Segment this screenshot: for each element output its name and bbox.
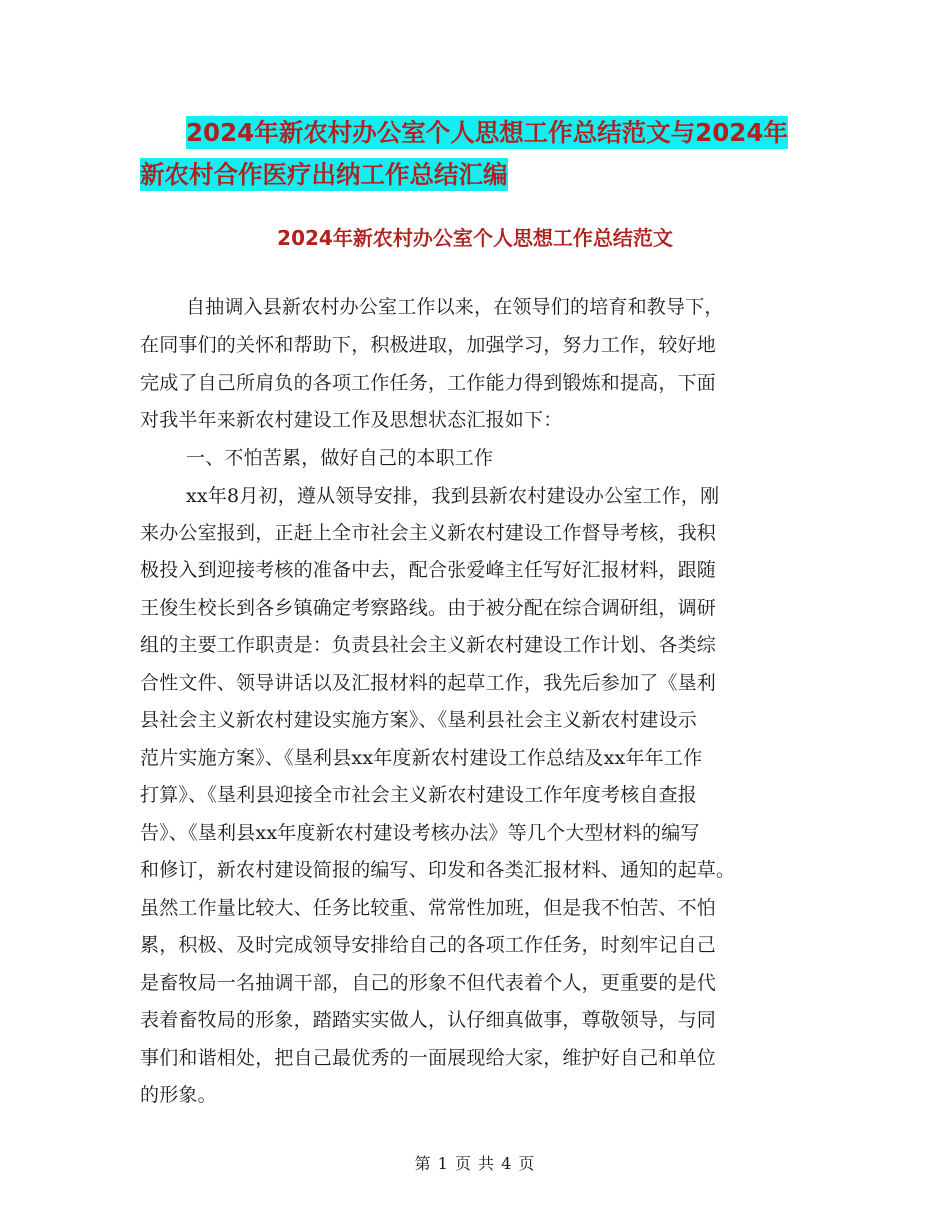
body-line: 王俊生校长到各乡镇确定考察路线。由于被分配在综合调研组，调研 xyxy=(140,597,717,619)
body-line: 对我半年来新农村建设工作及思想状态汇报如下： xyxy=(140,409,563,431)
body-line: 虽然工作量比较大、任务比较重、常常性加班，但是我不怕苦、不怕 xyxy=(140,897,717,919)
body-line: 范片实施方案》、《垦利县xx年度新农村建设工作总结及xx年年工作 xyxy=(140,747,703,769)
body-line: 完成了自己所肩负的各项工作任务，工作能力得到锻炼和提高，下面 xyxy=(140,372,717,394)
body-line: 和修订，新农村建设简报的编写、印发和各类汇报材料、通知的起草。 xyxy=(140,859,736,881)
body-line: 自抽调入县新农村办公室工作以来，在领导们的培育和教导下， xyxy=(186,296,724,318)
body-line: 打算》、《垦利县迎接全市社会主义新农村建设工作年度考核自查报 xyxy=(140,784,698,806)
document-title-line-1-text: 2024年新农村办公室个人思想工作总结范文与2024年 xyxy=(186,118,788,147)
body-line: 极投入到迎接考核的准备中去，配合张爱峰主任写好汇报材料，跟随 xyxy=(140,559,717,581)
body-line: 合性文件、领导讲话以及汇报材料的起草工作，我先后参加了《垦利 xyxy=(140,672,717,694)
body-line: 的形象。 xyxy=(140,1084,217,1106)
body-line: 县社会主义新农村建设实施方案》、《垦利县社会主义新农村建设示 xyxy=(140,709,698,731)
page-footer: 第 1 页 共 4 页 xyxy=(414,1154,536,1173)
section-heading: 一、不怕苦累，做好自己的本职工作 xyxy=(186,447,494,469)
body-line: 表着畜牧局的形象，踏踏实实做人，认仔细真做事，尊敬领导，与同 xyxy=(140,1009,717,1031)
document-title-line-2-text: 新农村合作医疗出纳工作总结汇编 xyxy=(140,160,508,189)
body-line: 在同事们的关怀和帮助下，积极进取，加强学习，努力工作，较好地 xyxy=(140,334,717,356)
body-line: 累，积极、及时完成领导安排给自己的各项工作任务，时刻牢记自己 xyxy=(140,934,717,956)
section-title: 2024年新农村办公室个人思想工作总结范文 xyxy=(277,226,673,250)
body-line: xx年8月初，遵从领导安排，我到县新农村建设办公室工作，刚 xyxy=(186,485,720,507)
body-line: 是畜牧局一名抽调干部，自己的形象不但代表着个人，更重要的是代 xyxy=(140,972,717,994)
body-line: 来办公室报到，正赶上全市社会主义新农村建设工作督导考核，我积 xyxy=(140,522,717,544)
document-title-line-2 xyxy=(140,152,810,198)
body-line: 告》、《垦利县xx年度新农村建设考核办法》等几个大型材料的编写 xyxy=(140,822,700,844)
document-title-line-1 xyxy=(186,110,856,156)
body-line: 组的主要工作职责是：负责县社会主义新农村建设工作计划、各类综 xyxy=(140,634,717,656)
body-line: 事们和谐相处，把自己最优秀的一面展现给大家，维护好自己和单位 xyxy=(140,1047,717,1069)
